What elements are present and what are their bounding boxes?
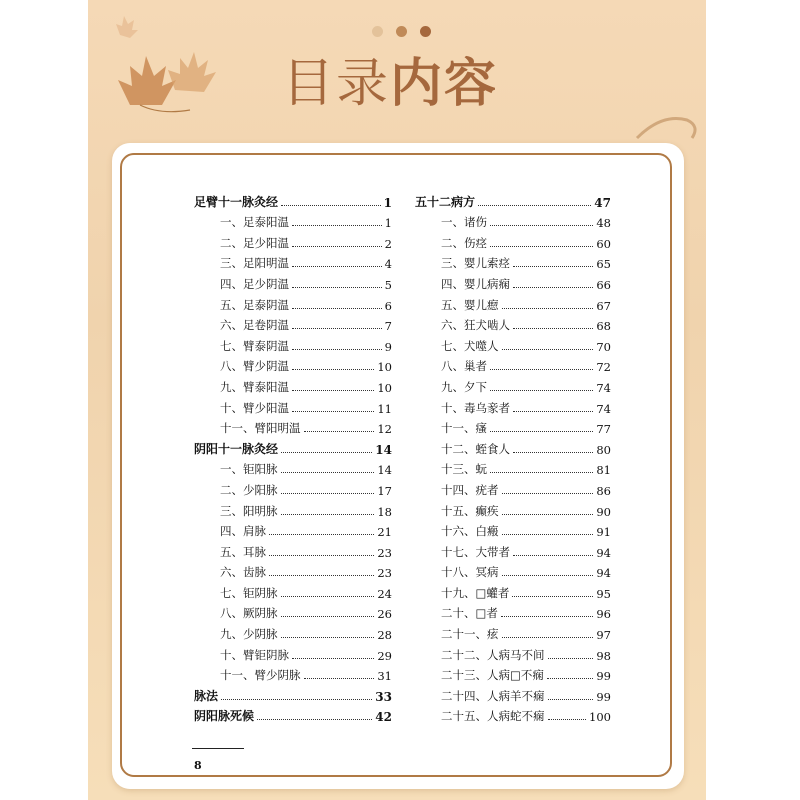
dot-3	[420, 26, 431, 37]
leader-dots	[502, 349, 594, 350]
toc-entry-page: 97	[596, 628, 611, 643]
toc-entry[interactable]	[415, 354, 611, 375]
toc-entry[interactable]	[194, 704, 392, 725]
toc-entry-page: 86	[596, 483, 611, 498]
toc-entry-label: 一、诸伤	[441, 215, 487, 230]
toc-entry-page: 2	[384, 236, 392, 251]
toc-entry-page: 7	[384, 319, 392, 334]
toc-entry-label: 一、钜阳脉	[220, 462, 278, 477]
toc-entry-label: 二、伤痉	[441, 235, 487, 250]
toc-entry[interactable]	[415, 395, 611, 416]
toc-entry-page: 17	[377, 483, 392, 498]
toc-entry-label: 六、狂犬啮人	[441, 318, 510, 333]
toc-entry-label: 二、少阳脉	[220, 482, 278, 497]
toc-entry-page: 18	[377, 504, 392, 519]
toc-entry[interactable]	[415, 189, 611, 210]
leader-dots	[257, 719, 372, 720]
leader-dots	[490, 390, 593, 391]
leader-dots	[547, 678, 593, 679]
decorative-dots	[372, 26, 442, 40]
toc-entry[interactable]	[194, 416, 392, 437]
toc-entry[interactable]	[415, 251, 611, 272]
leader-dots	[292, 287, 382, 288]
toc-entry-label: 五、足泰阴温	[220, 297, 289, 312]
toc-entry-page: 4	[384, 257, 392, 272]
leader-dots	[513, 411, 593, 412]
toc-entry[interactable]	[194, 601, 392, 622]
leader-dots	[292, 225, 382, 226]
title-bold: 内容	[390, 54, 499, 114]
toc-entry[interactable]	[415, 416, 611, 437]
toc-entry-page: 14	[377, 463, 392, 478]
toc-entry[interactable]	[194, 477, 392, 498]
toc-entry[interactable]	[194, 436, 392, 457]
toc-entry[interactable]	[194, 539, 392, 560]
toc-entry[interactable]	[194, 313, 392, 334]
toc-entry-page: 6	[384, 298, 392, 313]
toc-entry-page: 65	[596, 257, 611, 272]
toc-entry-label: 八、厥阴脉	[220, 606, 278, 621]
toc-entry[interactable]	[415, 210, 611, 231]
toc-entry-page: 94	[596, 545, 611, 560]
toc-entry-page: 91	[596, 525, 611, 540]
toc-entry-page: 70	[596, 339, 611, 354]
toc-entry-page: 14	[375, 442, 392, 457]
toc-entry-page: 96	[596, 607, 611, 622]
toc-entry[interactable]	[415, 271, 611, 292]
toc-entry-label: 十、毒乌豙者	[441, 400, 510, 415]
toc-entry[interactable]	[415, 642, 611, 663]
toc-entry-page: 12	[377, 422, 392, 437]
toc-entry-label: 四、足少阴温	[220, 276, 289, 291]
toc-entry-page: 77	[596, 422, 611, 437]
leader-dots	[281, 205, 381, 206]
leader-dots	[502, 493, 594, 494]
leader-dots	[269, 555, 374, 556]
leader-dots	[490, 225, 593, 226]
leader-dots	[281, 616, 375, 617]
toc-entry-page: 48	[596, 216, 611, 231]
toc-entry[interactable]	[194, 663, 392, 684]
leader-dots	[281, 514, 375, 515]
toc-entry-label: 十、臂少阳温	[220, 400, 289, 415]
toc-entry[interactable]	[415, 704, 611, 725]
toc-entry-label: 十、臂钜阴脉	[220, 647, 289, 662]
toc-entry-page: 99	[596, 689, 611, 704]
toc-entry[interactable]	[415, 580, 611, 601]
toc-card	[112, 143, 684, 789]
toc-entry-page: 11	[377, 401, 392, 416]
toc-entry-page: 21	[377, 525, 392, 540]
leader-dots	[292, 349, 382, 350]
leader-dots	[548, 658, 594, 659]
toc-entry[interactable]	[415, 560, 611, 581]
leader-dots	[490, 246, 593, 247]
leader-dots	[292, 411, 374, 412]
toc-entry-label: 十一、臂少阴脉	[220, 668, 301, 683]
toc-entry-label: 二十、□者	[441, 606, 498, 621]
toc-entry[interactable]	[194, 580, 392, 601]
toc-entry-page: 94	[596, 566, 611, 581]
toc-entry-page: 95	[596, 586, 611, 601]
toc-entry-page: 5	[384, 277, 392, 292]
toc-column-left	[194, 189, 392, 724]
toc-column-right	[415, 189, 611, 724]
leader-dots	[292, 369, 374, 370]
dot-2	[396, 26, 407, 37]
toc-entry[interactable]	[415, 292, 611, 313]
toc-entry-page: 33	[375, 689, 392, 704]
right-margin	[706, 0, 800, 800]
toc-entry-label: 五十二病方	[415, 194, 476, 209]
leader-dots	[281, 637, 375, 638]
toc-entry[interactable]	[194, 189, 392, 210]
toc-entry[interactable]	[194, 374, 392, 395]
toc-entry-page: 98	[596, 648, 611, 663]
toc-entry-page: 74	[596, 401, 611, 416]
toc-entry[interactable]	[415, 230, 611, 251]
toc-entry-page: 26	[377, 607, 392, 622]
toc-entry[interactable]	[194, 251, 392, 272]
toc-entry[interactable]	[194, 519, 392, 540]
toc-entry-label: 阴阳十一脉灸经	[194, 441, 279, 456]
leader-dots	[292, 658, 374, 659]
leader-dots	[502, 514, 594, 515]
leader-dots	[269, 534, 374, 535]
toc-entry-label: 九、臂泰阳温	[220, 379, 289, 394]
toc-entry-page: 47	[594, 195, 611, 210]
leader-dots	[490, 369, 593, 370]
toc-entry-page: 81	[596, 463, 611, 478]
toc-entry[interactable]	[415, 498, 611, 519]
leader-dots	[221, 699, 372, 700]
toc-entry[interactable]	[194, 333, 392, 354]
toc-entry-page: 60	[596, 236, 611, 251]
toc-entry-page: 31	[377, 669, 392, 684]
toc-entry[interactable]	[415, 519, 611, 540]
toc-entry[interactable]	[194, 642, 392, 663]
toc-entry[interactable]	[194, 621, 392, 642]
toc-entry[interactable]	[415, 621, 611, 642]
leader-dots	[502, 534, 594, 535]
leader-dots	[512, 596, 593, 597]
toc-entry-label: 二十四、人病羊不痫	[441, 688, 545, 703]
toc-entry-page: 67	[596, 298, 611, 313]
toc-entry-label: 二十一、痃	[441, 627, 499, 642]
footer-rule	[192, 748, 244, 749]
toc-entry[interactable]	[415, 477, 611, 498]
toc-entry-page: 1	[383, 195, 392, 210]
toc-entry-label: 十九、□蠸者	[441, 585, 510, 600]
toc-entry-page: 42	[375, 710, 392, 725]
toc-entry-label: 十四、疣者	[441, 482, 499, 497]
toc-entry-page: 1	[384, 216, 392, 231]
toc-entry-label: 三、阳明脉	[220, 503, 278, 518]
page-number: 8	[194, 759, 202, 772]
leader-dots	[513, 287, 593, 288]
toc-entry-page: 9	[384, 339, 392, 354]
toc-entry-label: 二十二、人病马不间	[441, 647, 545, 662]
toc-entry-page: 10	[377, 380, 392, 395]
toc-entry[interactable]	[194, 683, 392, 704]
toc-entry-label: 十三、蚖	[441, 462, 487, 477]
toc-entry[interactable]	[194, 560, 392, 581]
toc-entry[interactable]	[415, 436, 611, 457]
left-margin	[0, 0, 88, 800]
leader-dots	[513, 266, 593, 267]
toc-entry-label: 十六、白瘢	[441, 524, 499, 539]
toc-entry-label: 十五、癫疾	[441, 503, 499, 518]
toc-entry-label: 七、臂泰阴温	[220, 338, 289, 353]
leader-dots	[513, 328, 593, 329]
leader-dots	[281, 472, 375, 473]
toc-entry-page: 72	[596, 360, 611, 375]
maple-leaf-icon	[100, 10, 240, 130]
toc-entry-page: 90	[596, 504, 611, 519]
toc-entry-page: 10	[377, 360, 392, 375]
toc-entry-label: 二十五、人病蛇不痫	[441, 709, 545, 724]
toc-entry-label: 阴阳脉死候	[194, 709, 255, 724]
toc-entry-label: 九、夕下	[441, 379, 487, 394]
toc-entry-page: 74	[596, 380, 611, 395]
toc-entry-label: 二十三、人病□不痫	[441, 668, 544, 683]
toc-entry-label: 足臂十一脉灸经	[194, 194, 279, 209]
leader-dots	[281, 452, 372, 453]
leader-dots	[548, 699, 594, 700]
leader-dots	[269, 575, 374, 576]
leader-dots	[490, 431, 593, 432]
toc-entry[interactable]	[194, 354, 392, 375]
leader-dots	[281, 596, 375, 597]
toc-entry[interactable]	[194, 271, 392, 292]
toc-entry-label: 七、钜阴脉	[220, 585, 278, 600]
page-title	[282, 54, 499, 114]
toc-entry-label: 九、少阴脉	[220, 627, 278, 642]
toc-entry-label: 十七、大带者	[441, 544, 510, 559]
dot-1	[372, 26, 383, 37]
leader-dots	[292, 328, 382, 329]
toc-entry-page: 23	[377, 545, 392, 560]
toc-entry-label: 二、足少阳温	[220, 235, 289, 250]
toc-entry-label: 一、足泰阳温	[220, 215, 289, 230]
toc-entry[interactable]	[194, 210, 392, 231]
toc-entry[interactable]	[415, 374, 611, 395]
toc-entry-page: 24	[377, 586, 392, 601]
toc-frame	[120, 153, 672, 777]
leader-dots	[548, 719, 587, 720]
toc-entry[interactable]	[194, 457, 392, 478]
toc-entry-page: 100	[589, 710, 611, 725]
leader-dots	[281, 493, 375, 494]
leader-dots	[490, 472, 593, 473]
toc-entry-page: 68	[596, 319, 611, 334]
leader-dots	[292, 390, 374, 391]
toc-entry-label: 八、巢者	[441, 359, 487, 374]
toc-entry-page: 66	[596, 277, 611, 292]
toc-entry-label: 十一、瘙	[441, 421, 487, 436]
toc-entry[interactable]	[194, 395, 392, 416]
leader-dots	[502, 575, 594, 576]
toc-entry-label: 十八、冥病	[441, 565, 499, 580]
leader-dots	[292, 308, 382, 309]
toc-entry-page: 28	[377, 628, 392, 643]
leader-dots	[513, 555, 593, 556]
toc-entry-page: 99	[596, 669, 611, 684]
toc-entry-label: 四、婴儿病痫	[441, 276, 510, 291]
toc-entry-page: 29	[377, 648, 392, 663]
toc-entry-label: 十二、蛭食人	[441, 441, 510, 456]
leader-dots	[478, 205, 591, 206]
toc-entry-label: 三、婴儿索痉	[441, 256, 510, 271]
toc-entry[interactable]	[415, 663, 611, 684]
toc-entry[interactable]	[194, 230, 392, 251]
leader-dots	[502, 637, 594, 638]
toc-entry[interactable]	[415, 683, 611, 704]
toc-entry[interactable]	[415, 601, 611, 622]
toc-entry[interactable]	[194, 498, 392, 519]
toc-entry-label: 脉法	[194, 688, 219, 703]
toc-entry-label: 三、足阳明温	[220, 256, 289, 271]
toc-entry-label: 五、耳脉	[220, 544, 266, 559]
leader-dots	[292, 266, 382, 267]
title-light: 目录	[282, 54, 391, 114]
leader-dots	[292, 246, 382, 247]
toc-entry[interactable]	[415, 539, 611, 560]
swirl-decoration-icon	[632, 108, 702, 148]
toc-entry-label: 十一、臂阳明温	[220, 421, 301, 436]
toc-entry[interactable]	[194, 292, 392, 313]
leader-dots	[304, 678, 375, 679]
toc-entry-label: 八、臂少阴温	[220, 359, 289, 374]
leader-dots	[513, 452, 593, 453]
toc-entry[interactable]	[415, 333, 611, 354]
toc-entry-page: 80	[596, 442, 611, 457]
toc-entry-label: 四、肩脉	[220, 524, 266, 539]
leader-dots	[502, 308, 594, 309]
leader-dots	[501, 616, 593, 617]
toc-entry-label: 五、婴儿瘛	[441, 297, 499, 312]
leader-dots	[304, 431, 375, 432]
toc-entry-label: 六、足卷阴温	[220, 318, 289, 333]
toc-entry[interactable]	[415, 313, 611, 334]
toc-entry-label: 七、犬噬人	[441, 338, 499, 353]
toc-entry-label: 六、齿脉	[220, 565, 266, 580]
toc-entry[interactable]	[415, 457, 611, 478]
toc-entry-page: 23	[377, 566, 392, 581]
